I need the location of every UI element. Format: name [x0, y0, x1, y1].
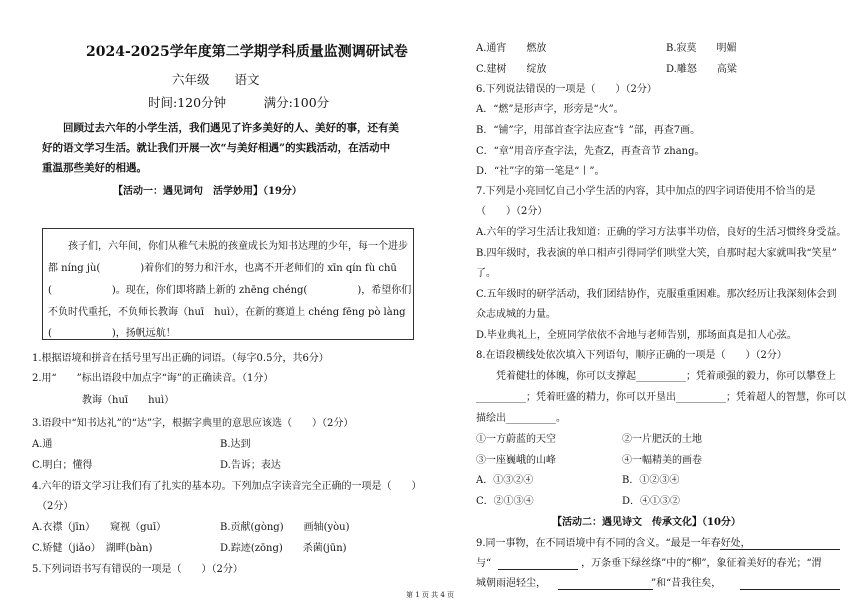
- q3-option-c: C.明白；懂得: [32, 460, 93, 471]
- intro-line: 回顾过去六年的小学生活，我们遇见了许多美好的人、美好的事，还有美: [42, 122, 399, 134]
- intro-line: 重温那些美好的相遇。: [42, 162, 147, 174]
- q4-option-d: D.踪迹(zōng) 杀菌(jūn): [220, 543, 347, 554]
- page-footer: 第 1 页 共 4 页: [405, 591, 455, 599]
- answer-blank[interactable]: [740, 579, 840, 590]
- q8-item: ②一片肥沃的土地: [622, 434, 702, 445]
- grade-subject: 六年级 语文: [172, 72, 260, 87]
- question-5: 5.下列词语书写有错误的一项是（ ）（2分）: [32, 564, 243, 575]
- passage-line: 都 níng jù( )着你们的努力和汗水，也离不开老师们的 xīn qín fù chū: [48, 263, 397, 274]
- q8-option-a: A．①③②④: [476, 475, 534, 486]
- q7-option-c: C.五年级时的研学活动，我们团结协作，克服重重困难。那次经历让我深刻体会到: [476, 289, 837, 300]
- q8-option-b: B．①②③④: [622, 475, 680, 486]
- activity-one-heading: 【活动一：遇见词句 活学妙用】（19分）: [113, 186, 302, 197]
- q3-option-a: A.通: [32, 439, 53, 450]
- q8-option-d: D．④①③②: [622, 496, 681, 507]
- question-6: 6.下列说法错误的一项是（ ）（2分）: [476, 84, 657, 95]
- question-9: 9.同一事物，在不同语境中有不同的含义。“最是一年春好处，: [476, 538, 751, 549]
- q5-option-d: D.雕怒 高粱: [666, 64, 737, 75]
- question-2-choice: 教诲（huī huì）: [32, 395, 175, 406]
- answer-blank[interactable]: [558, 579, 653, 590]
- q5-option-a: A.通宵 燃放: [476, 43, 547, 54]
- question-1: 1.根据语境和拼音在括号里写出正确的词语。（每字0.5分，共6分）: [32, 353, 329, 364]
- q5-option-c: C.建树 绽放: [476, 64, 547, 75]
- q7-option-d: D.毕业典礼上，全班同学依依不舍地与老师告别，那场面真是扣人心弦。: [476, 330, 797, 341]
- q8-passage: 描绘出__________。: [476, 413, 566, 424]
- passage-line: 孩子们，六年间，你们从稚气未脱的孩童成长为知书达理的少年，每一个进步: [48, 241, 408, 252]
- q7-option-b: B.四年级时，我表演的单口相声引得同学们哄堂大笑，自那时起大家就叫我“笑星”: [476, 248, 837, 259]
- q8-item: ③一座巍峨的山峰: [476, 455, 556, 466]
- time-score: 时间:120分钟 满分:100分: [148, 95, 330, 110]
- q7-option-c-cont: 众志成城的力量。: [476, 309, 556, 320]
- q5-option-b: B.寂莫 明媚: [666, 43, 737, 54]
- q3-option-b: B.达到: [220, 439, 251, 450]
- q8-option-c: C．②①③④: [476, 496, 534, 507]
- question-8: 8.在语段横线处依次填入下列语句，顺序正确的一项是（ ）（2分）: [476, 350, 787, 361]
- q6-option-c: C．“章”用音序查字法，先查Z，再查音节 zhang。: [476, 146, 705, 157]
- q4-option-c: C.矫健（jiǎo） 湖畔(bàn): [32, 543, 153, 554]
- passage-line: 不负时代重托，不负师长教诲（huī huì），在新的赛道上 chéng fēng pò làng: [48, 307, 406, 318]
- passage-line: ( )。现在，你们即将踏上新的 zhēng chéng( )，希望你们: [48, 285, 412, 296]
- question-9-line: 与“ ，万条垂下绿丝绦”中的“柳”，象征着美好的春光；“渭: [476, 558, 822, 569]
- q6-option-b: B．“铺”字，用部首查字法应查“钅”部，再查7画。: [476, 125, 701, 136]
- exam-title: 2024-2025学年度第二学期学科质量监测调研试卷: [86, 44, 408, 60]
- question-4-score: （2分）: [32, 501, 74, 512]
- q3-option-d: D.告诉；表达: [220, 460, 281, 471]
- q7-option-b-cont: 了。: [476, 268, 496, 279]
- question-3: 3.语段中“知书达礼”的“达”字，根据字典里的意思应该选（ ）（2分）: [32, 418, 354, 429]
- q8-passage: 凭着健壮的体魄，你可以支撑起__________；凭着顽强的毅力，你可以攀登上: [476, 371, 836, 382]
- activity-two-heading: 【活动二：遇见诗文 传承文化】（10分）: [552, 517, 741, 528]
- question-2: 2.用“ ”标出语段中加点字“诲”的正确读音。（1分）: [32, 373, 274, 384]
- q8-passage: __________；凭着旺盛的精力，你可以开垦出__________；凭着超人的智慧，你可以: [476, 392, 846, 403]
- question-9-line: 城朝雨浥轻尘， ”和“昔我往矣，: [476, 578, 722, 589]
- q8-item: ①一方蔚蓝的天空: [476, 434, 556, 445]
- question-4: 4.六年的语文学习让我们有了扎实的基本功。下列加点字读音完全正确的一项是（ ）: [32, 481, 422, 492]
- question-7-score: （ ）（2分）: [476, 206, 548, 217]
- passage-line: ( )，扬帆远航！: [48, 328, 176, 339]
- intro-line: 好的语文学习生活。就让我们开展一次“与美好相遇”的实践活动，在活动中: [42, 142, 391, 154]
- q4-option-b: B.贡献(gòng) 画轴(yòu): [220, 522, 350, 533]
- answer-blank[interactable]: [498, 559, 578, 570]
- answer-blank[interactable]: [720, 539, 840, 550]
- q8-item: ④一幅精美的画卷: [622, 455, 702, 466]
- q4-option-a: A.衣襟（jīn） 窥视（guī）: [32, 522, 167, 533]
- question-7: 7.下列是小亮回忆自己小学生活的内容，其中加点的四字词语使用不恰当的是: [476, 186, 816, 197]
- q6-option-a: A．“燃”是形声字，形旁是“火”。: [476, 104, 624, 115]
- q6-option-d: D．“社”字的第一笔是“丨”。: [476, 166, 605, 177]
- q7-option-a: A.六年的学习生活让我知道：正确的学习方法事半功倍，良好的生活习惯终身受益。: [476, 227, 847, 238]
